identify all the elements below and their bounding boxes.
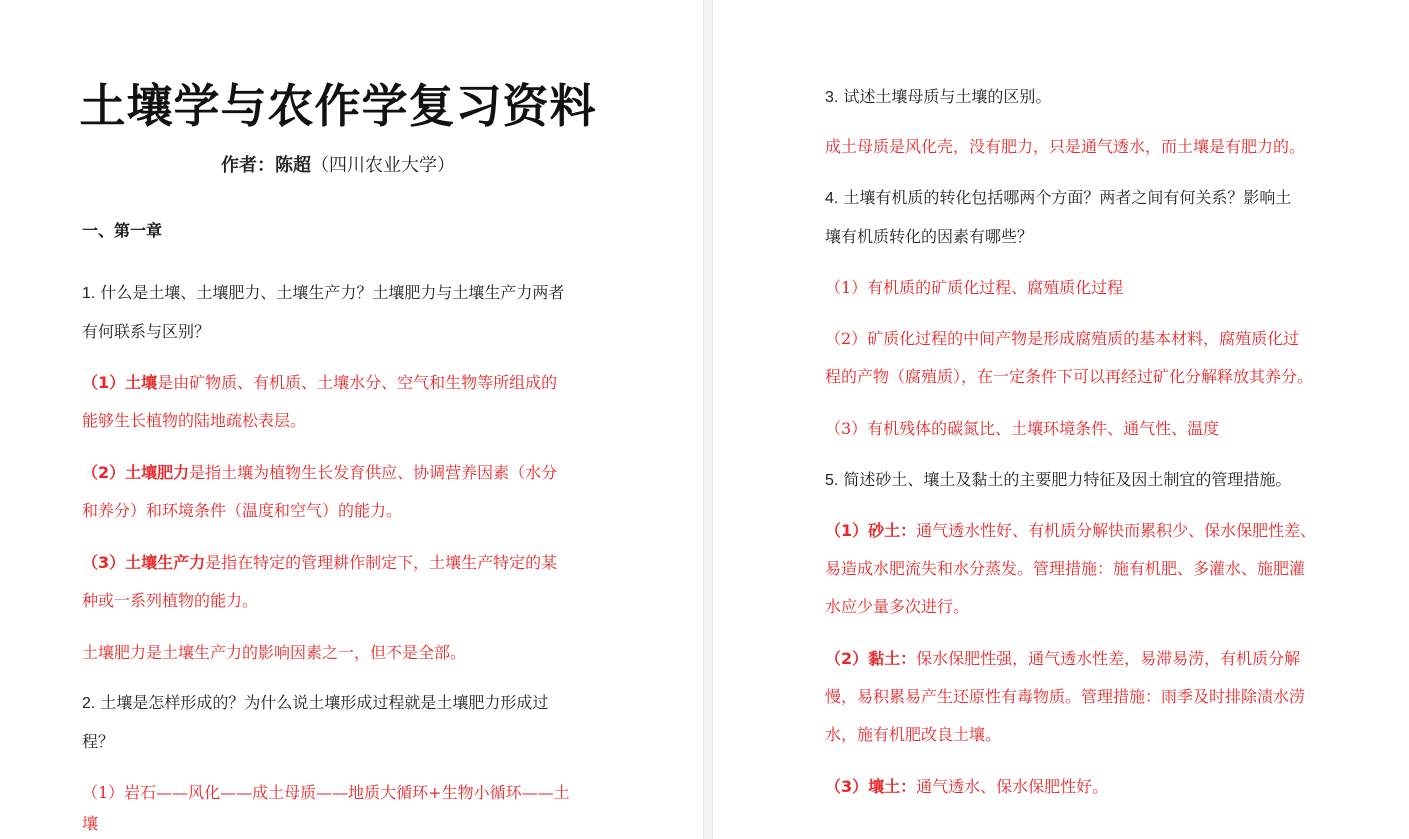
question-number: 3.	[825, 89, 839, 106]
answer-text: 是指在特定的管理耕作制定下，土壤生产特定的某	[205, 553, 558, 572]
answer-text: （1）岩石——风化——成土母质——地质大循环+生物小循环——土	[82, 783, 570, 802]
answer-term: （2）土壤肥力	[82, 463, 190, 482]
answer-text-cont: 慢，易积累易产生还原性有毒物质。管理措施：雨季及时排除渍水涝	[825, 687, 1306, 706]
answer-4-1: （1）有机质的矿质化过程、腐殖质化过程	[825, 278, 1124, 297]
answer-2-1	[82, 774, 570, 836]
question-text: 土壤是怎样形成的？为什么说土壤形成过程就是土壤肥力形成过	[95, 693, 549, 712]
answer-term: （3）土壤生产力	[82, 553, 206, 572]
answer-text: 通气透水性好、有机质分解快而累积少、保水保肥性差、	[916, 521, 1317, 540]
question-4	[825, 179, 1291, 256]
answer-term: （3）壤土：	[825, 777, 917, 796]
question-number: 1.	[82, 285, 96, 302]
answer-text: （2）矿质化过程的中间产物是形成腐殖质的基本材料，腐殖质化过	[825, 329, 1300, 348]
question-number: 2.	[82, 695, 96, 712]
question-text: 土壤有机质的转化包括哪两个方面？两者之间有何关系？影响土	[838, 188, 1292, 207]
page-gutter	[703, 0, 713, 839]
answer-text-cont: 壤	[82, 814, 99, 833]
answer-term: （2）黏土：	[825, 649, 917, 668]
question-text-cont: 壤有机质转化的因素有哪些？	[825, 227, 1034, 246]
question-text: 试述土壤母质与土壤的区别。	[838, 87, 1052, 106]
answer-3: 成土母质是风化壳，没有肥力，只是通气透水，而土壤是有肥力的。	[825, 137, 1306, 156]
document-page-2	[713, 0, 1409, 839]
answer-1-2	[82, 454, 557, 530]
document-title: 土壤学与农作学复习资料	[79, 79, 597, 133]
document-page-1	[0, 0, 703, 839]
answer-text: 保水保肥性强，通气透水性差，易滞易涝，有机质分解	[916, 649, 1301, 668]
answer-text: 通气透水、保水保肥性好。	[916, 777, 1109, 796]
answer-5-1	[825, 512, 1316, 626]
answer-5-3	[825, 768, 1108, 806]
question-2	[82, 684, 548, 761]
answer-4-2	[825, 320, 1313, 396]
question-text: 什么是土壤、土壤肥力、土壤生产力？土壤肥力与土壤生产力两者	[95, 283, 565, 302]
section-heading: 一、第一章	[82, 221, 163, 240]
answer-term: （1）砂土：	[825, 521, 917, 540]
question-text: 简述砂土、壤土及黏土的主要肥力特征及因土制宜的管理措施。	[838, 470, 1292, 489]
answer-text-cont: 水应少量多次进行。	[825, 597, 970, 616]
answer-text-cont: 能够生长植物的陆地疏松表层。	[82, 411, 307, 430]
answer-1-4: 土壤肥力是土壤生产力的影响因素之一，但不是全部。	[82, 643, 467, 662]
answer-5-2	[825, 640, 1305, 754]
answer-1-1	[82, 364, 557, 440]
question-number: 5.	[825, 472, 839, 489]
answer-text-cont: 水，施有机肥改良土壤。	[825, 725, 1002, 744]
author-affiliation: （四川农业大学）	[311, 155, 455, 176]
answer-1-3	[82, 544, 557, 620]
answer-text-cont: 易造成水肥流失和水分蒸发。管理措施：施有机肥、多灌水、施肥灌	[825, 559, 1306, 578]
author-name: 作者：陈超	[221, 155, 311, 176]
question-text-cont: 程？	[82, 732, 115, 751]
answer-text: 是指土壤为植物生长发育供应、协调营养因素（水分	[189, 463, 558, 482]
question-number: 4.	[825, 190, 839, 207]
question-3	[825, 78, 1051, 117]
answer-term: （1）土壤	[82, 373, 158, 392]
question-text-cont: 有何联系与区别？	[82, 322, 211, 341]
question-5	[825, 461, 1291, 500]
answer-4-3: （3）有机残体的碳氮比、土壤环境条件、通气性、温度	[825, 419, 1220, 438]
author-line	[0, 150, 676, 182]
answer-text-cont: 种或一系列植物的能力。	[82, 591, 259, 610]
answer-text-cont: 程的产物（腐殖质），在一定条件下可以再经过矿化分解释放其养分。	[825, 367, 1314, 386]
answer-text: 是由矿物质、有机质、土壤水分、空气和生物等所组成的	[157, 373, 558, 392]
answer-text-cont: 和养分）和环境条件（温度和空气）的能力。	[82, 501, 403, 520]
question-1	[82, 274, 564, 351]
